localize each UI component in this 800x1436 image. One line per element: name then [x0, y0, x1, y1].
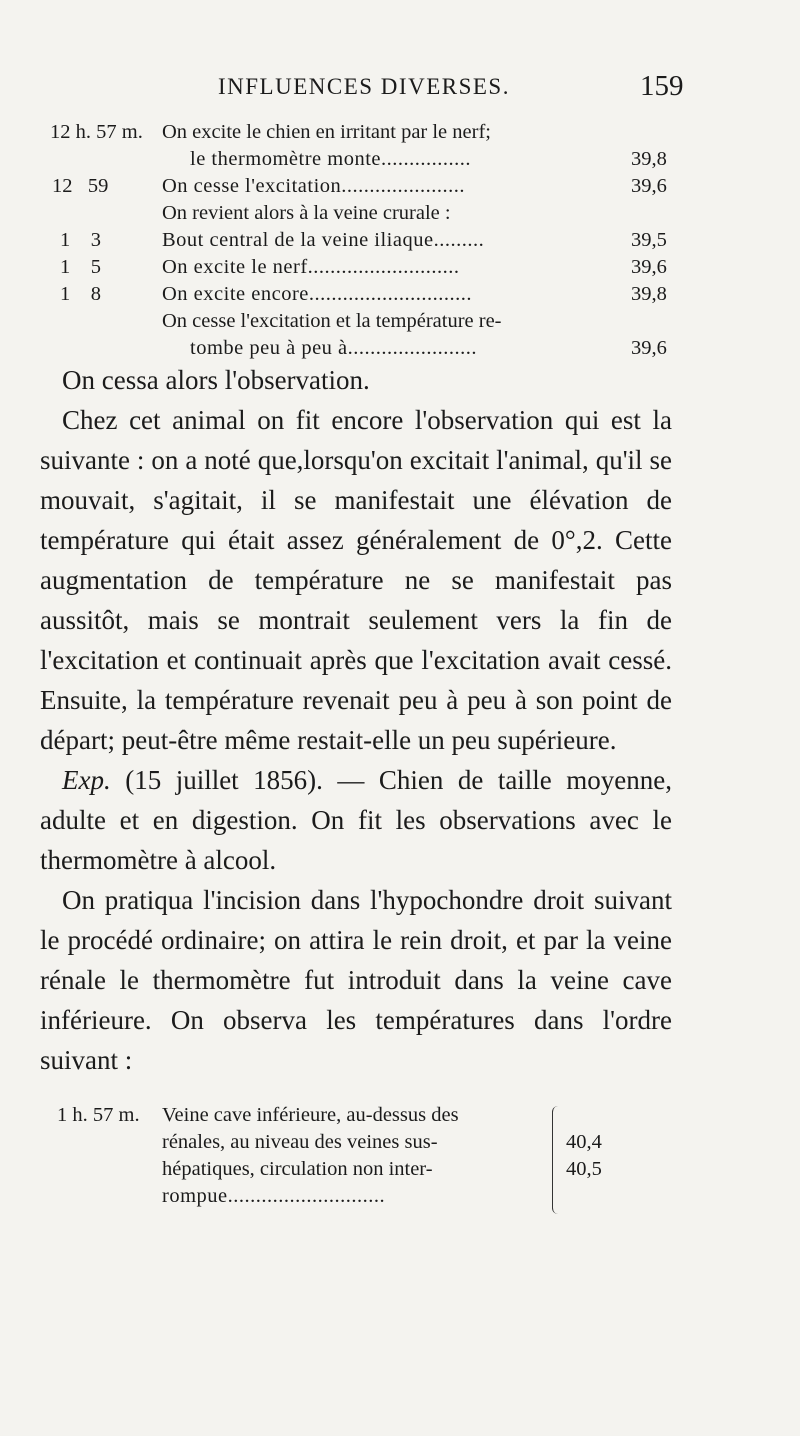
log-value: 39,6: [631, 337, 667, 359]
log-time: 1 h. 57 m.: [57, 1104, 140, 1126]
log-value: 39,8: [631, 148, 667, 170]
page-header: [0, 70, 800, 114]
paragraph: [40, 760, 672, 880]
paragraph: On cessa alors l'observation.: [62, 365, 370, 395]
log-value: 39,6: [631, 175, 667, 197]
log-row: [0, 144, 800, 174]
log-line: rénales, au niveau des veines sus-: [162, 1131, 438, 1153]
log-text: On excite encore.............................: [162, 283, 472, 305]
log-row: [0, 117, 800, 147]
log-value: 39,8: [631, 283, 667, 305]
log-text: tombe peu à peu à.......................: [190, 337, 478, 359]
log-row: [0, 306, 800, 336]
log-line: Veine cave inférieure, au-dessus des: [162, 1104, 459, 1126]
log-text: le thermomètre monte................: [190, 148, 472, 170]
log-time: 1 8: [60, 283, 101, 305]
log-time: 1 5: [60, 256, 101, 278]
log-value: 40,4: [566, 1131, 602, 1153]
log-text: Bout central de la veine iliaque.........: [162, 229, 485, 251]
log-text: On cesse l'excitation et la température re-: [162, 310, 502, 332]
log-value: 39,5: [631, 229, 667, 251]
log-time: 12 h. 57 m.: [50, 121, 143, 143]
grouping-brace: [552, 1106, 561, 1214]
log-time: 1 3: [60, 229, 101, 251]
body-text: [40, 360, 672, 1080]
running-title: INFLUENCES DIVERSES.: [218, 74, 510, 99]
log-row: [0, 225, 800, 255]
page-number: 159: [640, 70, 684, 102]
log-text: On cesse l'excitation......................: [162, 175, 466, 197]
log-text: On excite le chien en irritant par le nerf;: [162, 121, 491, 143]
log-row: [0, 171, 800, 201]
log-row: [0, 279, 800, 309]
log-row: [0, 198, 800, 228]
paragraph-lead: Exp.: [62, 765, 111, 795]
log-row: [0, 252, 800, 282]
log-line: rompue............................: [162, 1185, 386, 1207]
log-time: 12 59: [52, 175, 109, 197]
log-line: hépatiques, circulation non inter-: [162, 1158, 433, 1180]
log-value: 39,6: [631, 256, 667, 278]
log-text: On revient alors à la veine crurale :: [162, 202, 451, 224]
log-row: [0, 333, 800, 363]
log-text: On excite le nerf...........................: [162, 256, 460, 278]
paragraph: Chez cet animal on fit encore l'observation qui est la suivante : on a noté que,lorsqu'on excitait l'animal, qu'il se mouvait, s'agitait, il se manifestait une élévation de température qui était assez généralement de 0°,2. Cette augmentation de température ne se manifestait pas aussitôt, mais se montrait seulement vers la fin de l'excitation et continuait après que l'excitation avait cessé. Ensuite, la température revenait peu à peu à son point de départ; peut-être même restait-elle un peu supérieure.: [40, 405, 672, 755]
paragraph: On pratiqua l'incision dans l'hypochondre droit suivant le procédé ordinaire; on attira le rein droit, et par la veine rénale le thermomètre fut introduit dans la veine cave inférieure. On observa les températures dans l'ordre suivant :: [40, 885, 672, 1075]
log-value: 40,5: [566, 1158, 602, 1180]
paragraph-text: (15 juillet 1856). — Chien de taille moyenne, adulte et en digestion. On fit les observations avec le thermomètre à alcool.: [40, 765, 672, 875]
